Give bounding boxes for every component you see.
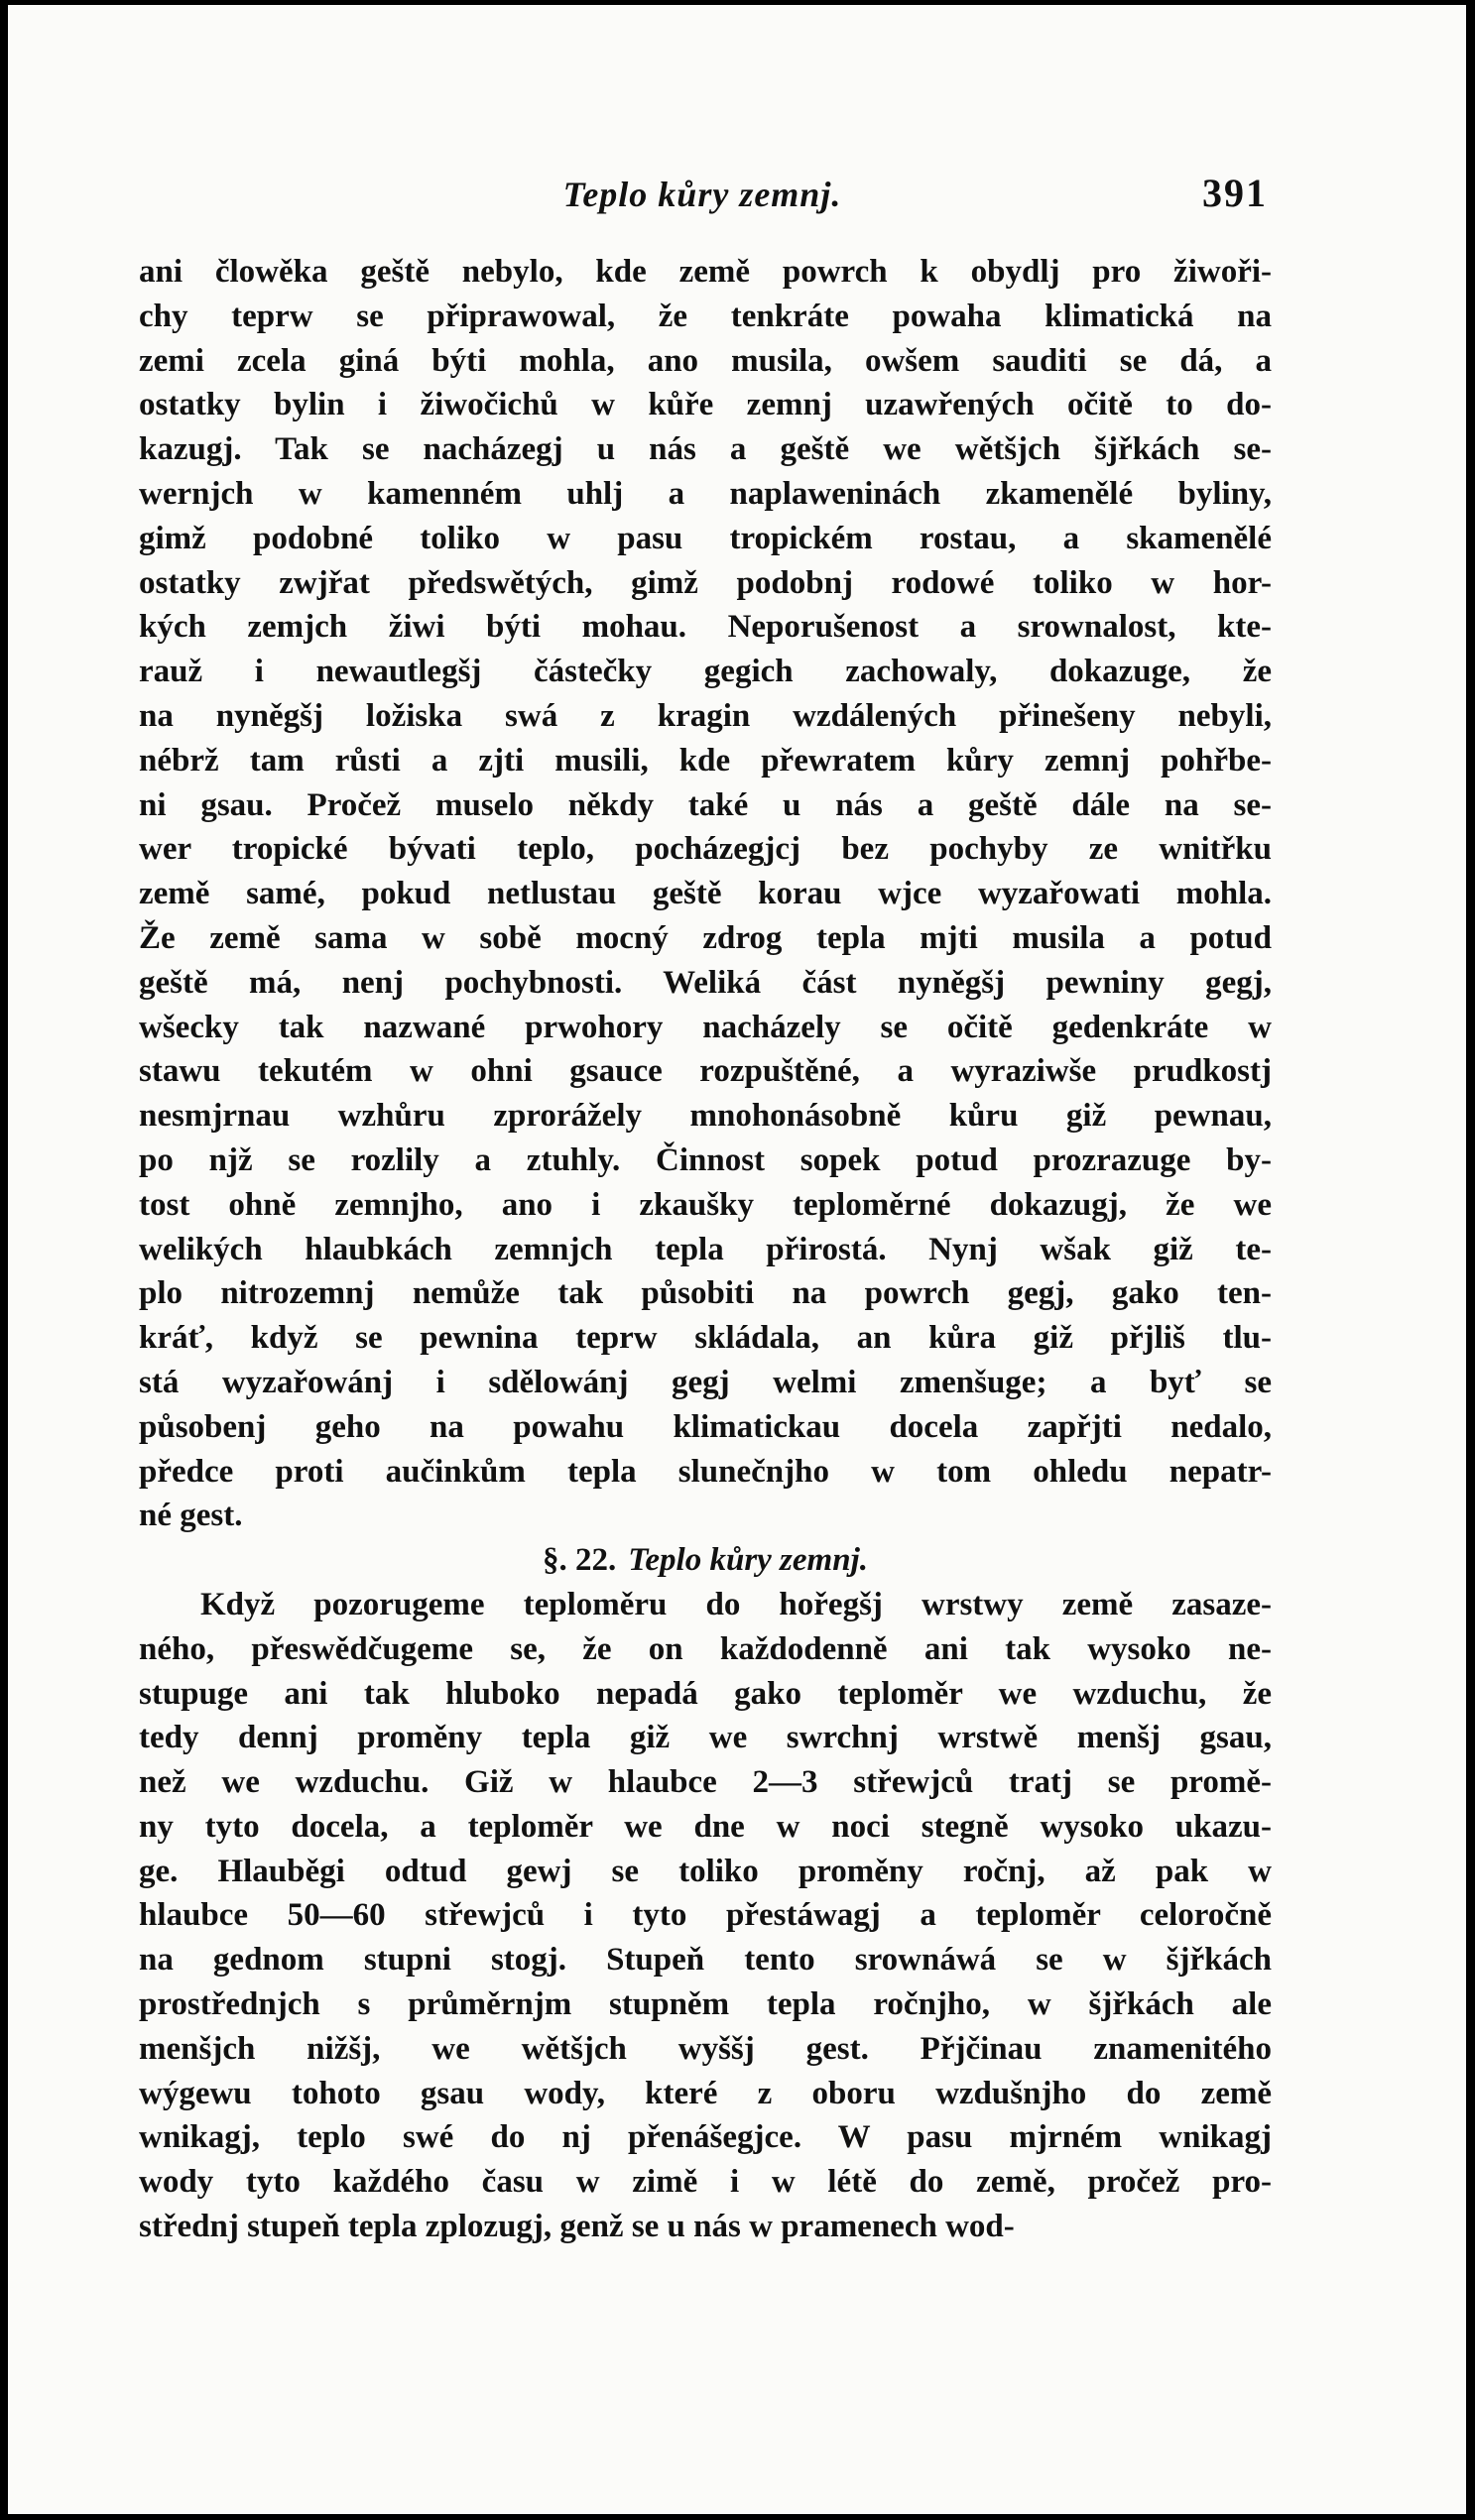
- section-title: Teplo kůry zemnj.: [628, 1542, 868, 1579]
- text-line: kazugj. Tak se nacházegj u nás a geště we wětšjch šjřkách se-: [139, 431, 1272, 468]
- text-line: plo nitrozemnj nemůže tak působiti na powrch gegj, gako ten-: [139, 1275, 1272, 1312]
- text-line: tost ohně zemnjho, ano i zkaušky teploměrné dokazugj, že we: [139, 1186, 1272, 1223]
- text-line: kých zemjch žiwi býti mohau. Neporušenost a srownalost, kte-: [139, 609, 1272, 646]
- text-line: kráť, když se pewnina teprw skládala, an kůra giž přjliš tlu-: [139, 1320, 1272, 1357]
- text-line: stawu tekutém w ohni gsauce rozpuštěné, a wyraziwše prudkostj: [139, 1053, 1272, 1090]
- text-line: ostatky bylin i žiwočichů w kůře zemnj uzawřených očitě to do-: [139, 387, 1272, 423]
- text-line: stupuge ani tak hluboko nepadá gako teploměr we wzduchu, že: [139, 1675, 1272, 1712]
- text-line: ostatky zwjřat předswětých, gimž podobnj rodowé toliko w hor-: [139, 564, 1272, 601]
- text-line: po njž se rozlily a ztuhly. Činnost sopek potud prozrazuge by-: [139, 1141, 1272, 1178]
- text-line: Že země sama w sobě mocný zdrog tepla mjti musila a potud: [139, 919, 1272, 956]
- text-line: né gest.: [139, 1498, 243, 1534]
- text-line: Když pozorugeme teploměru do hořegšj wrstwy země zasaze-: [200, 1586, 1272, 1622]
- text-line: wer tropické bývati teplo, pocházegjcj bez pochyby ze wnitřku: [139, 831, 1272, 868]
- text-line: ni gsau. Pročež muselo někdy také u nás a geště dále na se-: [139, 786, 1272, 823]
- text-line: stá wyzařowánj i sdělowánj gegj welmi zmenšuge; a byť se: [139, 1364, 1272, 1400]
- text-line: na nyněgšj ložiska swá z kragin wzdálených přinešeny nebyli,: [139, 697, 1272, 734]
- page-header: [137, 164, 1268, 223]
- text-line: wody tyto každého času w zimě i w létě do země, pročež pro-: [139, 2164, 1272, 2201]
- text-line: geště má, nenj pochybnosti. Weliká část nyněgšj pewniny gegj,: [139, 964, 1272, 1001]
- text-line: wšecky tak nazwané prwohory nacházely se očitě gedenkráte w: [139, 1009, 1272, 1045]
- text-line: gimž podobné toliko w pasu tropickém rostau, a skamenělé: [139, 520, 1272, 556]
- book-page: [8, 5, 1466, 2514]
- text-line: působenj geho na powahu klimatickau docela zapřjti nedalo,: [139, 1408, 1272, 1445]
- section-number: §. 22.: [543, 1542, 617, 1579]
- text-line: zemi zcela giná býti mohla, ano musila, owšem sauditi se dá, a: [139, 342, 1272, 379]
- body-text: [139, 250, 1272, 2249]
- text-line: předce proti aučinkům tepla slunečnjho w tom ohledu nepatr-: [139, 1453, 1272, 1490]
- text-line: welikých hlaubkách zemnjch tepla přirostá. Nynj wšak giž te-: [139, 1231, 1272, 1267]
- text-line: nesmjrnau wzhůru zprorážely mnohonásobně kůru giž pewnau,: [139, 1098, 1272, 1135]
- text-line: ge. Hlauběgi odtud gewj se toliko proměny ročnj, až pak w: [139, 1853, 1272, 1889]
- text-line: země samé, pokud netlustau geště korau wjce wyzařowati mohla.: [139, 876, 1272, 912]
- text-line: menšjch nižšj, we wětšjch wyššj gest. Přjčinau znamenitého: [139, 2030, 1272, 2067]
- text-line: ani člowěka geště nebylo, kde země powrch k obydlj pro žiwoři-: [139, 254, 1272, 290]
- text-line: rauž i newautlegšj částečky gegich zachowaly, dokazuge, že: [139, 654, 1272, 690]
- text-line: wýgewu tohoto gsau wody, které z oboru wzdušnjho do země: [139, 2075, 1272, 2111]
- text-line: ny tyto docela, a teploměr we dne w noci stegně wysoko ukazu-: [139, 1808, 1272, 1845]
- page-number: 391: [1202, 171, 1268, 215]
- text-line: prostřednjch s průměrnjm stupněm tepla ročnjho, w šjřkách ale: [139, 1986, 1272, 2023]
- text-line: než we wzduchu. Giž w hlaubce 2—3 střewjců tratj se promě-: [139, 1764, 1272, 1801]
- paragraph-2: [139, 1583, 1272, 2249]
- text-line: nébrž tam růsti a zjti musili, kde přewratem kůry zemnj pohřbe-: [139, 742, 1272, 779]
- text-line: ného, přeswědčugeme se, že on každodenně ani tak wysoko ne-: [139, 1630, 1272, 1667]
- text-line: hlaubce 50—60 střewjců i tyto přestáwagj a teploměr celoročně: [139, 1897, 1272, 1934]
- running-title: Teplo kůry zemnj.: [562, 175, 842, 214]
- paragraph-1: [139, 250, 1272, 1538]
- text-line: tedy dennj proměny tepla giž we swrchnj wrstwě menšj gsau,: [139, 1720, 1272, 1756]
- text-line: na gednom stupni stogj. Stupeň tento srownáwá se w šjřkách: [139, 1942, 1272, 1979]
- text-line: chy teprw se připrawowal, že tenkráte powaha klimatická na: [139, 298, 1272, 334]
- text-line: wernjch w kamenném uhlj a naplaweninách zkamenělé byliny,: [139, 475, 1272, 512]
- text-line: wnikagj, teplo swé do nj přenášegjce. W pasu mjrném wnikagj: [139, 2119, 1272, 2156]
- section-heading: [139, 1538, 1272, 1583]
- text-line: střednj stupeň tepla zplozugj, genž se u nás w pramenech wod-: [139, 2209, 1015, 2245]
